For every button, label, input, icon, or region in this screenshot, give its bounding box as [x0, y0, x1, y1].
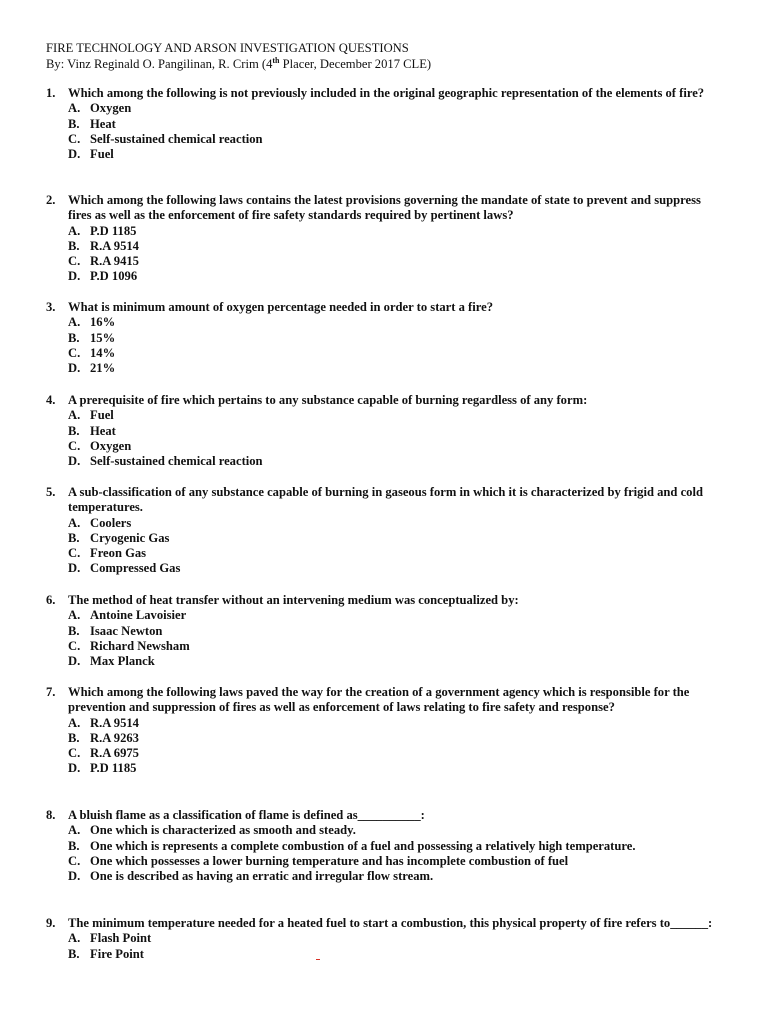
option-letter: B.: [68, 116, 80, 131]
option-text: R.A 9514: [90, 715, 139, 730]
option: [0, 269, 768, 284]
question-number: 2.: [46, 193, 56, 207]
option-text: Heat: [90, 423, 116, 438]
option-text: Max Planck: [90, 654, 155, 669]
option-text: R.A 9514: [90, 238, 139, 253]
option: [0, 639, 768, 654]
option-letter: D.: [68, 561, 81, 576]
option-text: Isaac Newton: [90, 623, 163, 638]
option-letter: A.: [68, 101, 81, 116]
question-stem: [0, 193, 768, 224]
option: [0, 424, 768, 439]
option-letter: A.: [68, 715, 81, 730]
option-text: Compressed Gas: [90, 561, 181, 576]
question-number: 7.: [46, 685, 56, 699]
byline-superscript: th: [272, 56, 280, 65]
question-3: [0, 300, 768, 376]
question-8: [0, 808, 768, 884]
option: [0, 854, 768, 869]
red-tick-mark: [316, 959, 320, 960]
option: [0, 408, 768, 423]
option-text: One which is characterized as smooth and steady.: [90, 823, 356, 838]
option-text: One is described as having an erratic and irregular flow stream.: [90, 869, 434, 884]
option-text: 21%: [90, 361, 116, 376]
byline-text: By: Vinz Reginald O. Pangilinan, R. Crim (4: [46, 57, 273, 71]
question-number: 4.: [46, 393, 56, 407]
option-text: Coolers: [90, 515, 132, 530]
question-number: 6.: [46, 593, 56, 607]
option-letter: C.: [68, 546, 81, 561]
byline-text-end: Placer, December 2017 CLE): [279, 57, 432, 71]
option: [0, 516, 768, 531]
option: [0, 931, 768, 946]
option: [0, 823, 768, 838]
question-2: [0, 193, 768, 285]
option: [0, 716, 768, 731]
question-7: [0, 685, 768, 777]
option: [0, 454, 768, 469]
option-text: One which possesses a lower burning temperature and has incomplete combustion of fuel: [90, 853, 569, 868]
option-text: Freon Gas: [90, 546, 147, 561]
option-letter: C.: [68, 853, 81, 868]
document-title: FIRE TECHNOLOGY AND ARSON INVESTIGATION QUESTIONS: [46, 41, 409, 55]
option-text: Self-sustained chemical reaction: [90, 131, 263, 146]
question-number: 1.: [46, 86, 56, 100]
option-letter: C.: [68, 746, 81, 761]
document-header: [46, 40, 431, 72]
option-text: 15%: [90, 330, 116, 345]
option-letter: D.: [68, 147, 81, 162]
option-letter: D.: [68, 654, 81, 669]
option-text: R.A 6975: [90, 746, 139, 761]
question-stem: [0, 808, 768, 823]
question-1: [0, 86, 768, 162]
option-text: Fire Point: [90, 946, 144, 961]
question-5: [0, 485, 768, 577]
option: [0, 331, 768, 346]
option-text: Cryogenic Gas: [90, 530, 170, 545]
question-stem: [0, 485, 768, 516]
option-text: P.D 1185: [90, 223, 137, 238]
option: [0, 361, 768, 376]
option-letter: C.: [68, 438, 81, 453]
question-text: The minimum temperature needed for a heated fuel to start a combustion, this physical property of fire refers to______:: [68, 916, 713, 930]
option-letter: C.: [68, 131, 81, 146]
option-letter: A.: [68, 408, 81, 423]
option: [0, 147, 768, 162]
option: [0, 947, 768, 962]
option-letter: B.: [68, 730, 80, 745]
option: [0, 101, 768, 116]
option: [0, 761, 768, 776]
option: [0, 254, 768, 269]
option: [0, 346, 768, 361]
question-stem: [0, 685, 768, 716]
option: [0, 869, 768, 884]
option-letter: D.: [68, 454, 81, 469]
option-letter: C.: [68, 638, 81, 653]
option-text: Fuel: [90, 408, 114, 423]
option: [0, 608, 768, 623]
option-letter: A.: [68, 515, 81, 530]
option: [0, 546, 768, 561]
question-stem: [0, 593, 768, 608]
option: [0, 731, 768, 746]
question-stem: [0, 393, 768, 408]
option-text: 14%: [90, 345, 116, 360]
option: [0, 561, 768, 576]
question-text: A bluish flame as a classification of flame is defined as__________:: [68, 808, 425, 822]
option-text: R.A 9415: [90, 254, 139, 269]
question-text: A prerequisite of fire which pertains to any substance capable of burning regardless of any form:: [68, 393, 588, 407]
question-number: 8.: [46, 808, 56, 822]
option-letter: A.: [68, 315, 81, 330]
option: [0, 531, 768, 546]
option-text: Richard Newsham: [90, 638, 190, 653]
option-text: 16%: [90, 315, 116, 330]
option-text: Antoine Lavoisier: [90, 608, 187, 623]
question-text: Which among the following laws paved the way for the creation of a government agency which is responsible for the prevention and suppression of fires as well as enforcement of laws relating to fire safety and response?: [68, 685, 690, 715]
option: [0, 315, 768, 330]
option-letter: A.: [68, 823, 81, 838]
option-letter: B.: [68, 623, 80, 638]
option-letter: C.: [68, 254, 81, 269]
question-stem: [0, 300, 768, 315]
option-text: Fuel: [90, 147, 114, 162]
option: [0, 746, 768, 761]
option-text: Oxygen: [90, 101, 132, 116]
option-letter: B.: [68, 530, 80, 545]
option-text: Oxygen: [90, 438, 132, 453]
option-text: Flash Point: [90, 931, 152, 946]
option-letter: A.: [68, 223, 81, 238]
option-text: One which is represents a complete combustion of a fuel and possessing a relatively high temperature.: [90, 838, 636, 853]
option-letter: B.: [68, 838, 80, 853]
option: [0, 239, 768, 254]
option-text: P.D 1096: [90, 269, 138, 284]
question-number: 3.: [46, 300, 56, 314]
question-text: Which among the following laws contains the latest provisions governing the mandate of state to prevent and suppress fires as well as the enforcement of fire safety standards required by pertinent laws?: [68, 193, 701, 223]
option-text: R.A 9263: [90, 730, 139, 745]
option-text: P.D 1185: [90, 761, 137, 776]
question-stem: [0, 916, 768, 931]
option: [0, 654, 768, 669]
document-byline: [46, 56, 431, 72]
question-text: The method of heat transfer without an intervening medium was conceptualized by:: [68, 593, 519, 607]
option-letter: B.: [68, 330, 80, 345]
option-text: Self-sustained chemical reaction: [90, 454, 263, 469]
option-letter: C.: [68, 345, 81, 360]
option-letter: D.: [68, 269, 81, 284]
question-text: What is minimum amount of oxygen percentage needed in order to start a fire?: [68, 300, 494, 314]
option: [0, 132, 768, 147]
question-number: 5.: [46, 485, 56, 499]
option-letter: D.: [68, 869, 81, 884]
option: [0, 439, 768, 454]
option-letter: A.: [68, 608, 81, 623]
option-letter: D.: [68, 361, 81, 376]
option-letter: A.: [68, 931, 81, 946]
question-number: 9.: [46, 916, 56, 930]
question-4: [0, 393, 768, 469]
question-stem: [0, 86, 768, 101]
option-letter: B.: [68, 423, 80, 438]
option: [0, 839, 768, 854]
option-letter: B.: [68, 238, 80, 253]
option: [0, 117, 768, 132]
option: [0, 224, 768, 239]
question-text: Which among the following is not previously included in the original geographic representation of the elements of fire?: [68, 86, 705, 100]
question-9: [0, 916, 768, 962]
option-letter: B.: [68, 946, 80, 961]
question-text: A sub-classification of any substance capable of burning in gaseous form in which it is characterized by frigid and cold temperatures.: [68, 485, 703, 515]
option-letter: D.: [68, 761, 81, 776]
option-text: Heat: [90, 116, 116, 131]
question-6: [0, 593, 768, 669]
option: [0, 624, 768, 639]
